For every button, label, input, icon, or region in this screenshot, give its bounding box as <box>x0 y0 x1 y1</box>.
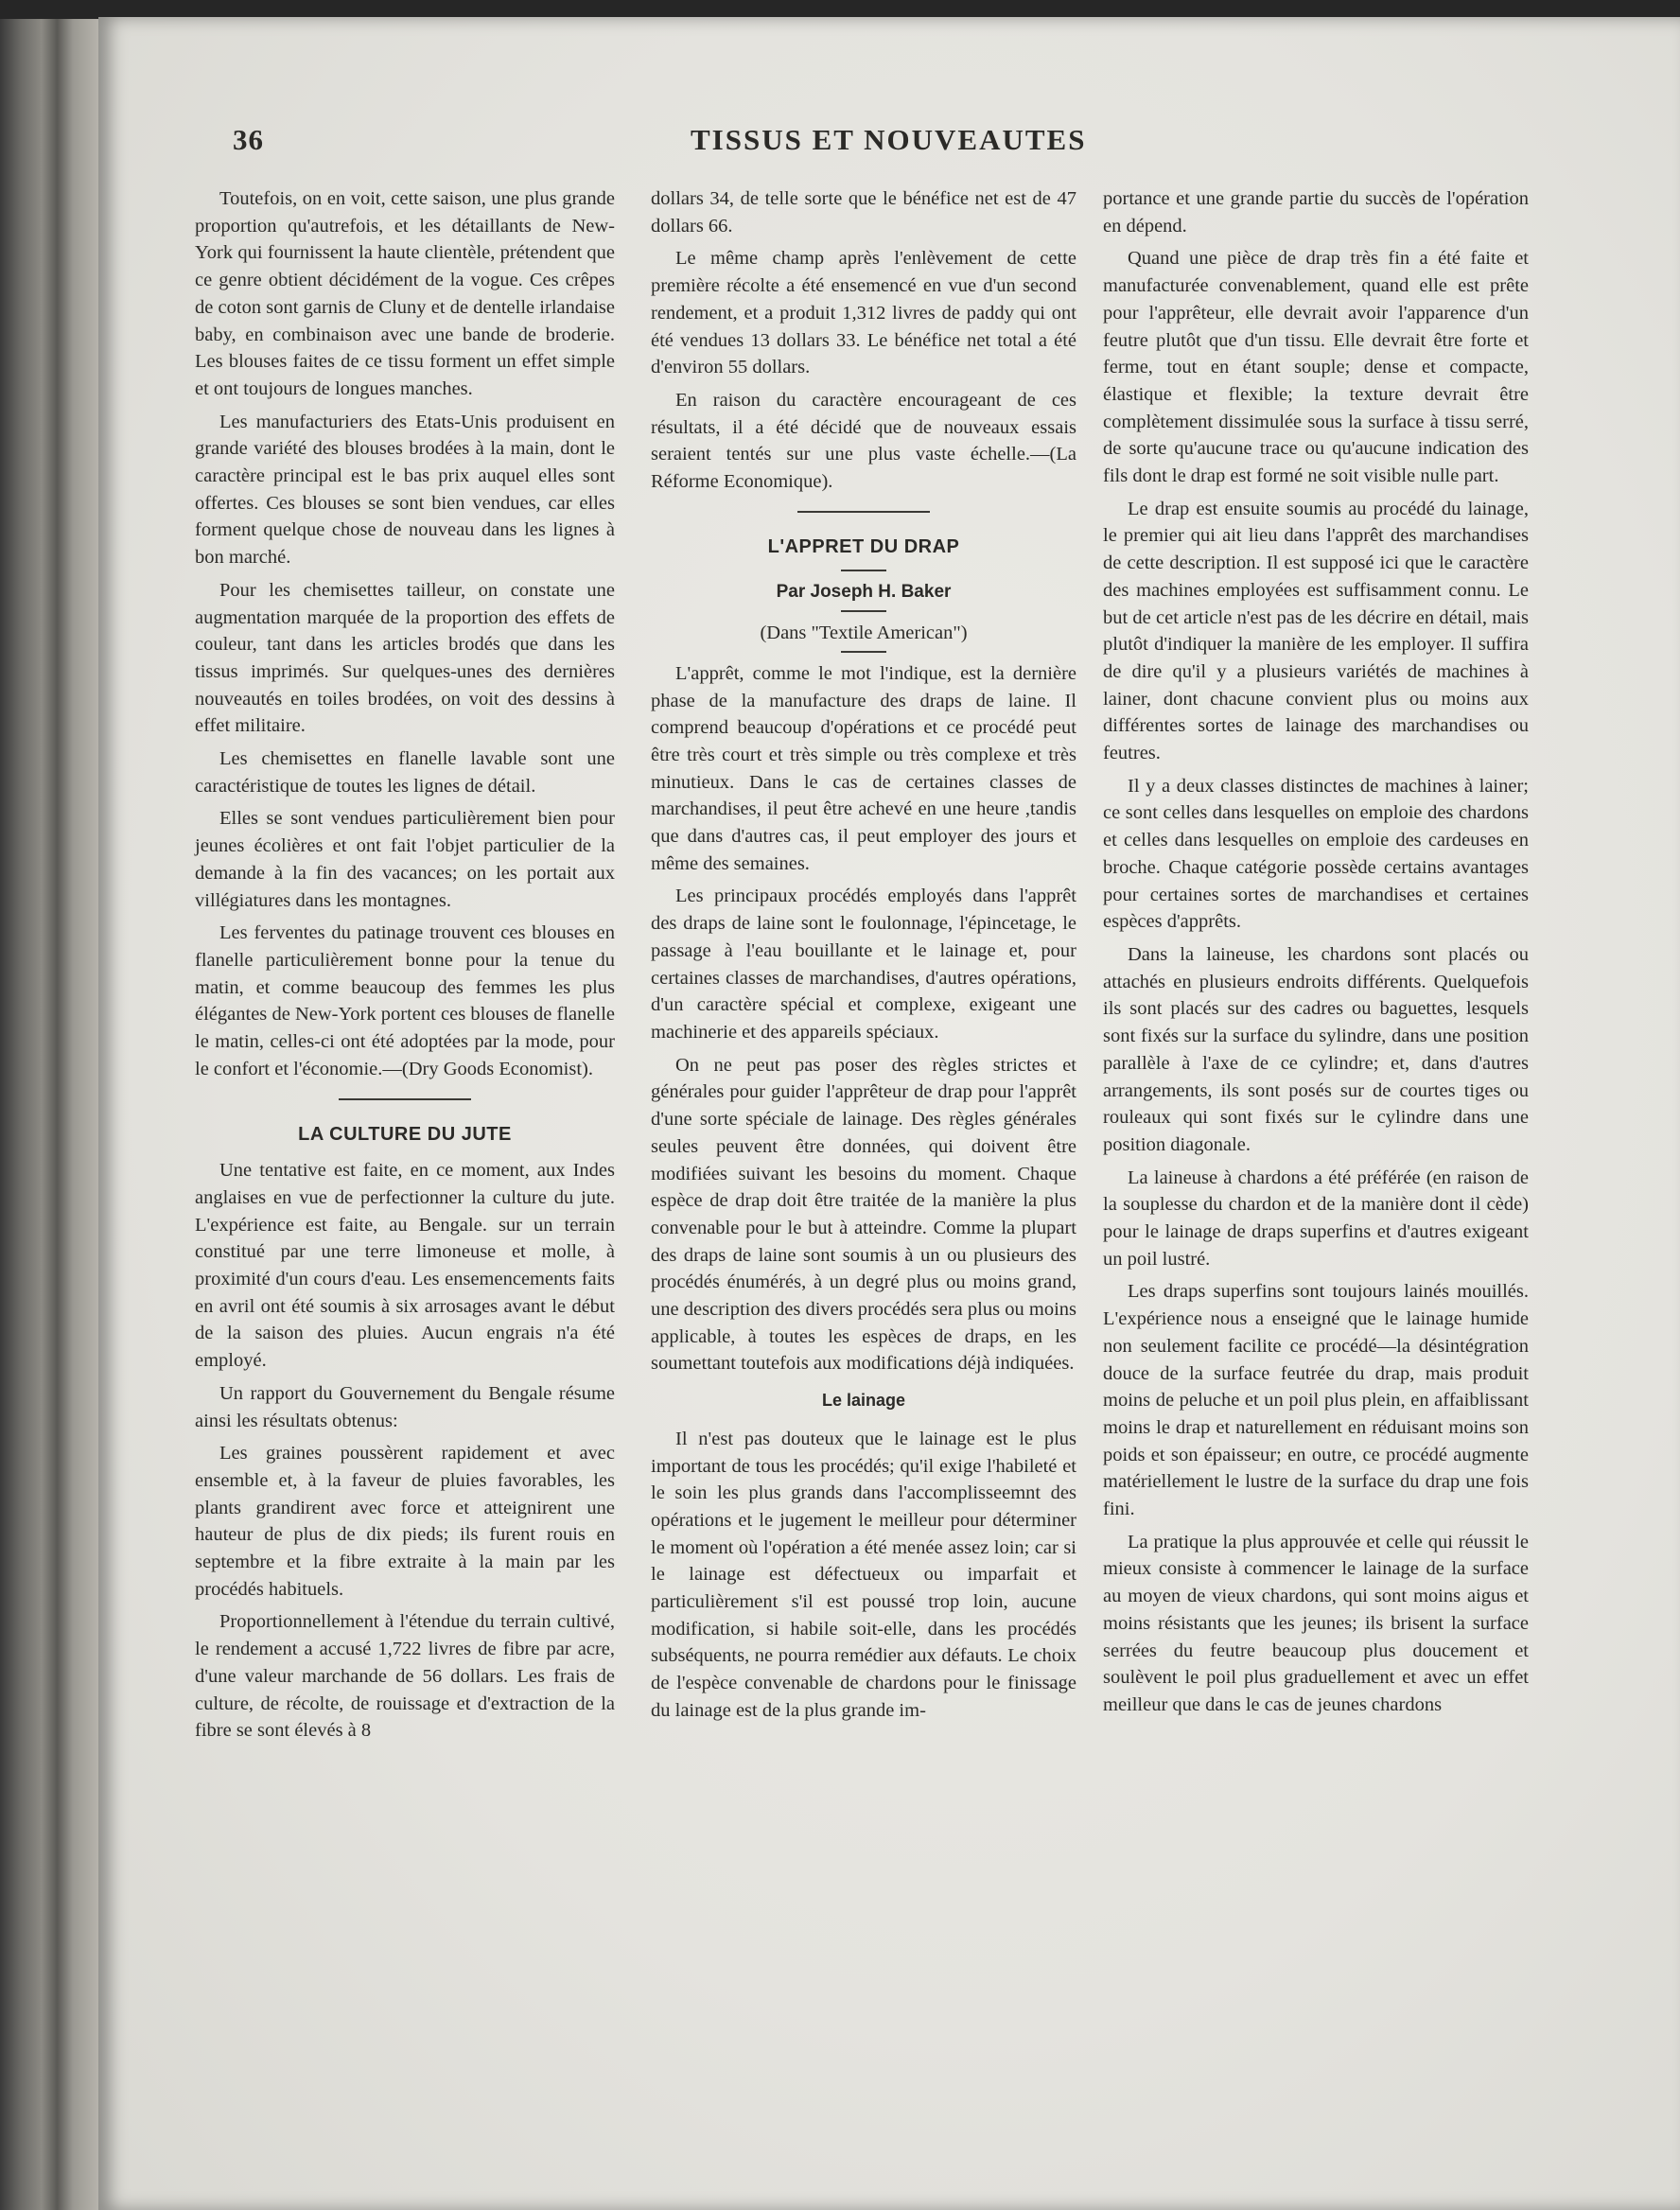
paragraph: Il y a deux classes distinctes de machines à lainer; ce sont celles dans lesquelles on emploie des chardons et celles dans lesquelles on emploie des cardeuses en broche. Chaque catégorie possède certains avantages pour certaines sortes de marchandises et certaines espèces d'apprêts. <box>1103 775 1529 933</box>
paragraph: Quand une pièce de drap très fin a été faite et manufacturée convenablement, quand elle est prête pour l'apprêteur, elle devrait avoir l'apparence d'un feutre plutôt que d'un tissu. Elle devrait être forte et ferme, tout en étant souple; dense et compacte, élastique et flexible; la texture devrait être complètement dissimulée sous la surface à tissu serré, de sorte qu'aucune trace ou qu'aucune indication des fils dont le drap est formé ne soit visible nulle part. <box>1103 248 1529 487</box>
paragraph: Elles se sont vendues particulièrement bien pour jeunes écolières et ont fait l'objet particulier de la demande à la fin des vacances; on les portait aux villégiatures dans les montagnes. <box>195 808 615 911</box>
short-divider <box>841 651 886 653</box>
byline: Par Joseph H. Baker <box>776 582 952 603</box>
column-2 <box>651 185 1076 1730</box>
running-title: TISSUS ET NOUVEAUTES <box>691 123 1087 156</box>
paragraph: Les manufacturiers des Etats-Unis produisent en grande variété des blouses brodées à la main, dont le caractère principal est le bas prix auquel elles sont offertes. Ces blouses se sont bien vendues, car elles forment quelque chose de nouveau dans les lignes à bon marché. <box>195 411 615 569</box>
paragraph: La pratique la plus approuvée et celle qui réussit le mieux consiste à commencer le lainage de la surface au moyen de vieux chardons, qui sont moins aigus et moins résistants que les jeunes; ils brisent la surface serrées du feutre beaucoup plus doucement et soulèvent le poil plus graduellement et avec un effet meilleur que dans le cas de jeunes chardons <box>1103 1531 1529 1715</box>
paragraph: Toutefois, on en voit, cette saison, une plus grande proportion qu'autrefois, et les détaillants de New-York qui fournissent la haute clientèle, prétendent que ce genre obtient décidément de la vogue. Ces crêpes de coton sont garnis de Cluny et de dentelle irlandaise baby, en combinaison avec une bande de broderie. Les blouses faites de ce tissu forment un effet simple et ont toujours de longues manches. <box>195 188 615 399</box>
paragraph: Proportionnellement à l'étendue du terrain cultivé, le rendement a accusé 1,722 livres de fibre par acre, d'une valeur marchande de 56 dollars. Les frais de culture, de récolte, de rouissage et d'extraction de la fibre se sont élevés à 8 <box>195 1611 615 1742</box>
book-page-edges <box>0 19 104 2210</box>
paragraph: Il n'est pas douteux que le lainage est le plus important de tous les procédés; qu'il exige l'habileté et le soin les plus grands dans l'accomplisseemnt des opérations et le jugement le meilleur pour déterminer le moment où l'opération a été menée assez loin; car si le lainage est défectueux ou imparfait et particulièrement s'il est poussé trop loin, aucune modification, si habile soit-elle, dans les procédés subséquents, ne pourra remédier aux défauts. Le choix de l'espèce convenable de chardons pour le finissage du lainage est de la plus grande im- <box>651 1428 1076 1721</box>
paragraph: On ne peut pas poser des règles strictes et générales pour guider l'apprêteur de drap pour l'apprêt d'une sorte spéciale de lainage. Des règles générales seules peuvent être données, qui doivent être modifiées suivant les besoins du moment. Chaque espèce de drap doit être traitée de la manière la plus convenable pour le but à atteindre. Comme la plupart des draps de laine sont soumis à un ou plusieurs des procédés énumérés, à un degré plus ou moins grand, une description des divers procédés sera plus ou moins applicable, à toutes les espèces de draps, en les soumettant toutefois aux modifications déjà indiquées. <box>651 1054 1076 1375</box>
paragraph: Le drap est ensuite soumis au procédé du lainage, le premier qui ait lieu dans l'apprêt des marchandises de cette description. Il est supposé ici que le caractère des machines employées est suffisamment connu. Le but de cet article n'est pas de les décrire en détail, mais plutôt d'indiquer la manière de les employer. Il suffira de dire qu'il y a plusieurs variétés de machines à lainer, dont chacune convient plus ou moins aux différentes sortes de lainage des marchandises ou feutres. <box>1103 498 1529 764</box>
short-divider <box>841 570 886 571</box>
article-title-jute: LA CULTURE DU JUTE <box>298 1123 512 1145</box>
paragraph: Les principaux procédés employés dans l'apprêt des draps de laine sont le foulonnage, l'épincetage, le passage à l'eau bouillante et le lainage et, pour certaines classes de marchandises, d'autres opérations, d'un caractère spécial et complexe, exigeant une machinerie et des appareils spéciaux. <box>651 886 1076 1043</box>
paragraph: Un rapport du Gouvernement du Bengale résume ainsi les résultats obtenus: <box>195 1382 615 1431</box>
paragraph: Les graines poussèrent rapidement et avec ensemble et, à la faveur de pluies favorables, les plants grandirent avec force et atteignirent une hauteur de plus de dix pieds; ils furent rouis en septembre et la fibre extraite à la main par les procédés habituels. <box>195 1443 615 1600</box>
paragraph: Les ferventes du patinage trouvent ces blouses en flanelle particulièrement bonne pour la tenue du matin, et comme beaucoup des femmes les plus élégantes de New-York portent ces blouses de flanelle le matin, celles-ci ont été adoptées par la mode, pour le confort et l'économie.—(Dry Goods Economist). <box>195 922 615 1079</box>
paragraph: Les chemisettes en flanelle lavable sont une caractéristique de toutes les lignes de détail. <box>195 748 615 797</box>
page-number: 36 <box>233 123 264 156</box>
article-source: (Dans "Textile American") <box>760 623 968 644</box>
section-divider <box>339 1098 471 1100</box>
paragraph: Dans la laineuse, les chardons sont placés ou attachés en plusieurs endroits différents. Quelquefois ils sont placés sur des cadres ou baguettes, lesquels sont fixés sur la surface du sylindre, dans une position parallèle à l'axe de ce cylindre; et, dans d'autres arrangements, ils sont posés sur de courtes tiges ou rouleaux qui sont fixés sur le cylindre dans une position diagonale. <box>1103 943 1529 1155</box>
section-divider <box>797 511 930 513</box>
paragraph: portance et une grande partie du succès de l'opération en dépend. <box>1103 188 1529 237</box>
section-title-lainage: Le lainage <box>821 1391 906 1411</box>
paragraph: Pour les chemisettes tailleur, on constate une augmentation marquée de la proportion des effets de couleur, tant dans les articles brodés que dans les tissus imprimés. Sur quelques-unes des dernières nouveautés en toiles brodées, on voit des dessins à effet militaire. <box>195 579 615 737</box>
column-1 <box>195 185 615 1750</box>
paragraph: En raison du caractère encourageant de ces résultats, il a été décidé que de nouveaux essais seraient tentés sur une plus vaste échelle.—(La Réforme Economique). <box>651 389 1076 493</box>
short-divider <box>841 610 886 612</box>
paragraph: Une tentative est faite, en ce moment, aux Indes anglaises en vue de perfectionner la culture du jute. L'expérience est faite, au Bengale. sur un terrain constitué par une terre limoneuse et molle, à proximité d'un cours d'eau. Les ensemencements faits en avril ont été soumis à six arrosages avant le début de la saison des pluies. Aucun engrais n'a été employé. <box>195 1160 615 1372</box>
column-3 <box>1103 185 1529 1725</box>
paragraph: La laineuse à chardons a été préférée (en raison de la souplesse du chardon et de la manière dont il cède) pour le lainage de draps superfins et d'autres exigeant un poil lustré. <box>1103 1166 1529 1270</box>
paragraph: Les draps superfins sont toujours lainés mouillés. L'expérience nous a enseigné que le lainage humide non seulement facilite ce procédé—la désintégration douce de la surface feutrée du drap, mais produit moins de peluche et un poil plus plein, en affaiblissant moins le drap et naturellement en réduisant moins son poids et son épaisseur; en outre, ce procédé augmente matériellement le lustre de la surface du drap une fois fini. <box>1103 1281 1529 1520</box>
article-title-appret: L'APPRET DU DRAP <box>767 535 960 557</box>
paragraph: dollars 34, de telle sorte que le bénéfice net est de 47 dollars 66. <box>651 188 1076 237</box>
paragraph: Le même champ après l'enlèvement de cette première récolte a été ensemencé en vue d'un second rendement, et a produit 1,312 livres de paddy qui ont été vendues 13 dollars 33. Le bénéfice net total a été d'environ 55 dollars. <box>651 248 1076 378</box>
paragraph: L'apprêt, comme le mot l'indique, est la dernière phase de la manufacture des draps de laine. Il comprend beaucoup d'opérations et ce procédé peut être très court et très simple ou très complexe et très minutieux. Dans le cas de certaines classes de marchandises, il peut être achevé en une heure ,tandis que dans d'autres cas, il peut employer des jours et même des semaines. <box>651 662 1076 874</box>
